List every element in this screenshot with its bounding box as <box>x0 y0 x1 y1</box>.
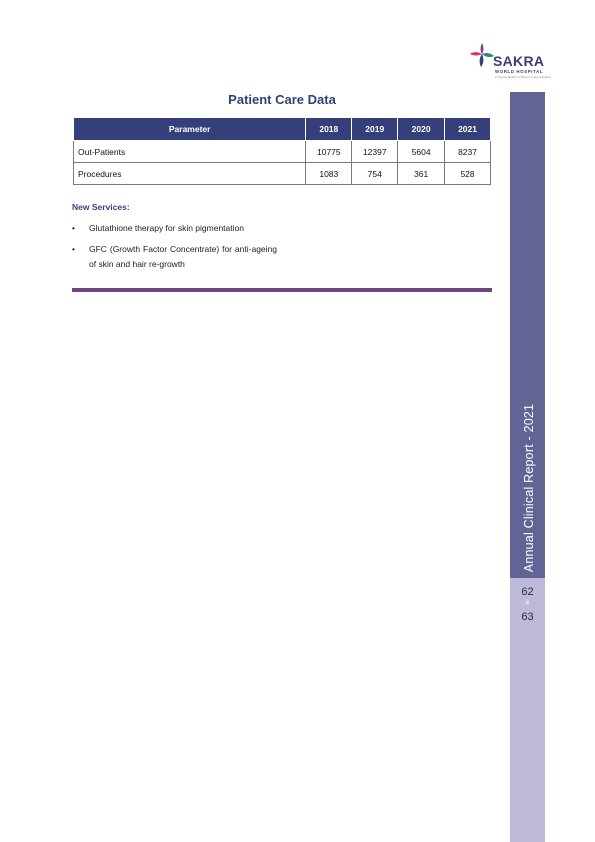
header-2019: 2019 <box>352 118 398 141</box>
cell-value: 8237 <box>445 141 491 163</box>
bullet-icon: • <box>72 223 75 233</box>
page-number-right: 63 <box>521 611 534 623</box>
cell-value: 528 <box>445 163 491 185</box>
header-2018: 2018 <box>306 118 352 141</box>
row-label: Procedures <box>74 163 306 185</box>
row-label: Out-Patients <box>74 141 306 163</box>
header-parameter: Parameter <box>74 118 306 141</box>
table-title: Patient Care Data <box>228 92 336 107</box>
logo-tagline: A Toyota Tsusho & Secom Group Hospital <box>495 76 551 79</box>
report-title: Annual Clinical Report - 2021 <box>522 403 536 573</box>
table-row <box>74 141 491 163</box>
cell-value: 12397 <box>352 141 398 163</box>
cell-value: 5604 <box>398 141 445 163</box>
section-divider <box>72 288 492 292</box>
patient-care-table <box>73 117 491 185</box>
cell-value: 361 <box>398 163 445 185</box>
logo-subtitle: WORLD HOSPITAL <box>495 69 544 74</box>
cell-value: 10775 <box>306 141 352 163</box>
new-services-list <box>72 221 277 278</box>
cell-value: 1083 <box>306 163 352 185</box>
hospital-logo <box>469 41 551 81</box>
table-header-row <box>74 118 491 141</box>
header-2021: 2021 <box>445 118 491 141</box>
list-item <box>72 221 277 236</box>
header-2020: 2020 <box>398 118 445 141</box>
table-row <box>74 163 491 185</box>
logo-name: SAKRA <box>493 53 545 69</box>
list-item-text: Glutathione therapy for skin pigmentation <box>89 223 244 233</box>
page-number-separator: & <box>525 600 530 606</box>
bullet-icon: • <box>72 244 75 254</box>
list-item-text: GFC (Growth Factor Concentrate) for anti-ageing of skin and hair re-growth <box>89 244 277 269</box>
page-number-left: 62 <box>521 586 534 598</box>
new-services-heading: New Services: <box>72 202 130 212</box>
list-item <box>72 242 277 272</box>
cell-value: 754 <box>352 163 398 185</box>
logo-mark-icon <box>469 41 495 73</box>
